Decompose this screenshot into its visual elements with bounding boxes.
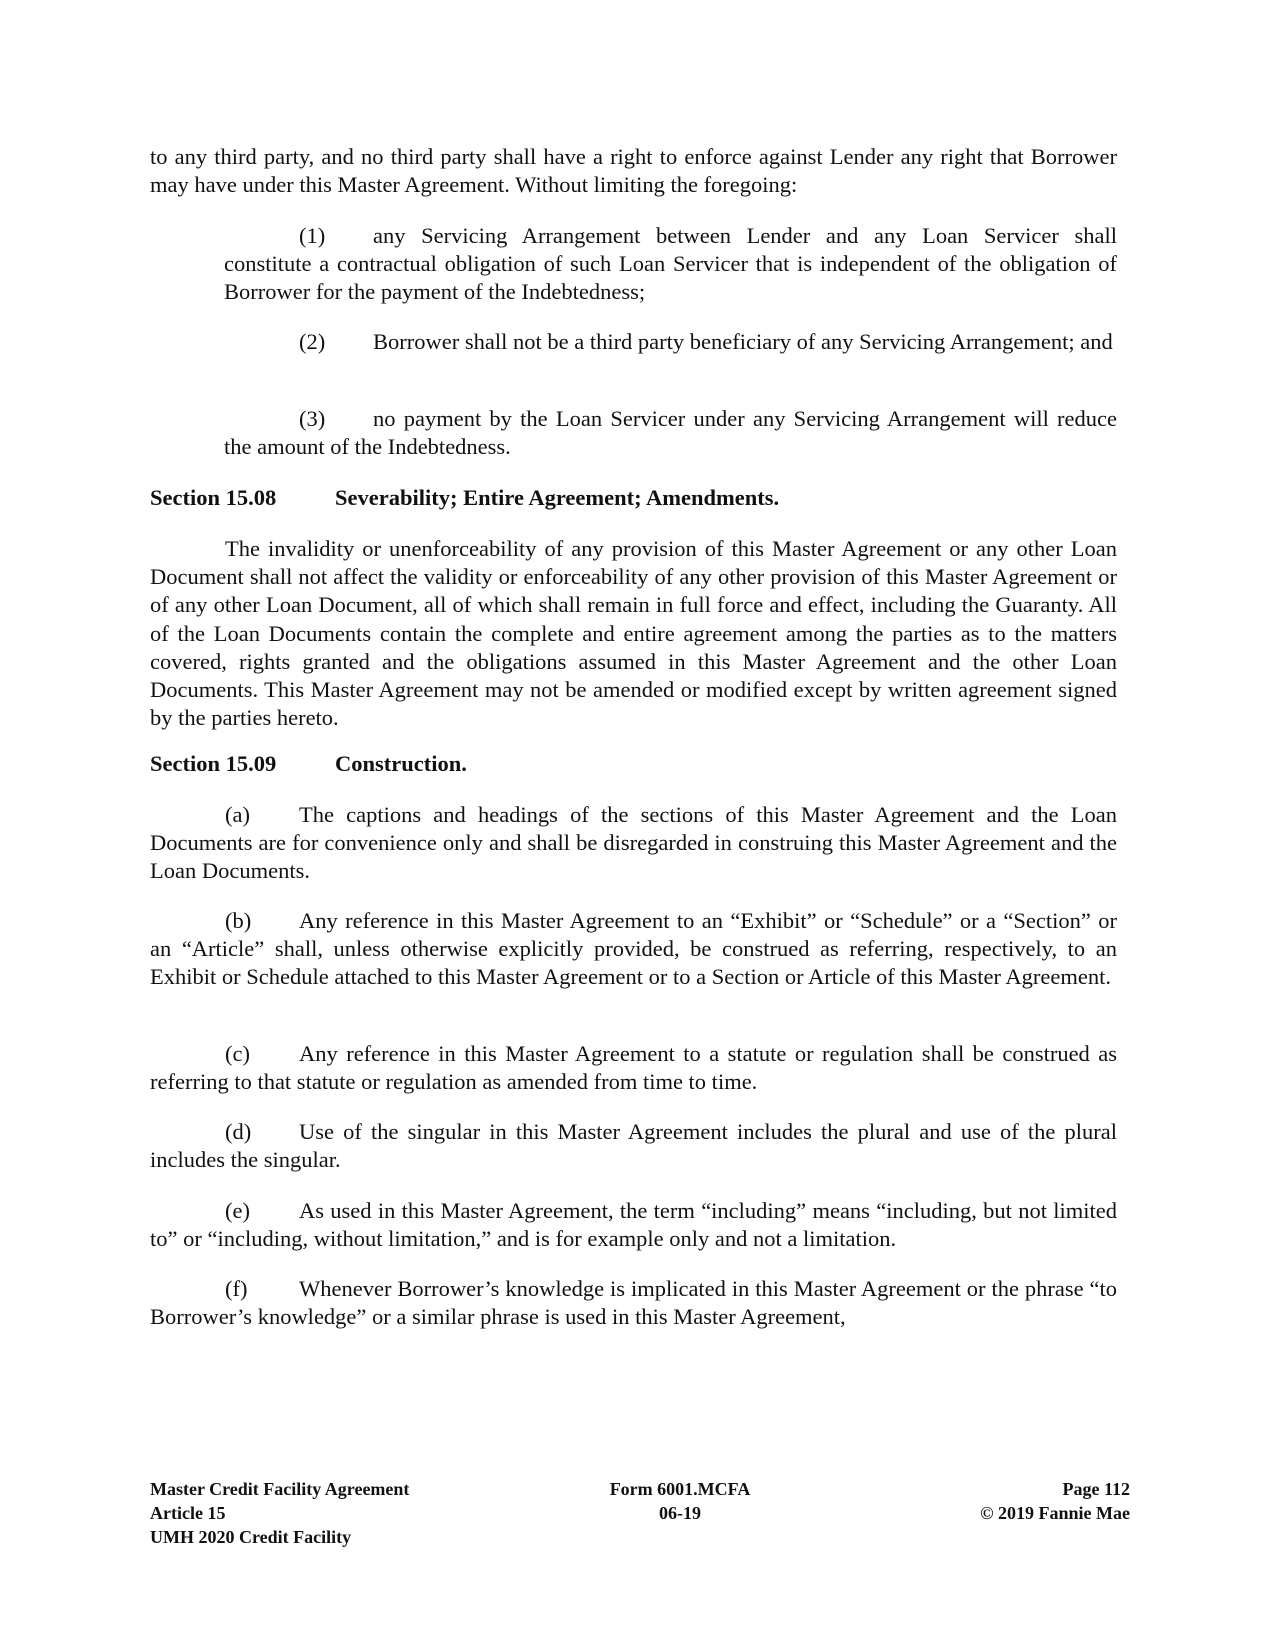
footer-form-date: 06-19	[659, 1503, 701, 1523]
clause-text: The captions and headings of the sections of this Master Agreement and the Loan Documents are for convenience only and shall be disregarded in construing this Master Agreement and the Loan Documents.	[150, 802, 1117, 884]
section-title: Construction.	[335, 751, 467, 776]
list-item-number: (3)	[299, 406, 326, 431]
list-item-number: (1)	[299, 223, 326, 248]
footer-facility-name: UMH 2020 Credit Facility	[150, 1527, 352, 1547]
clause-number: (c)	[225, 1041, 250, 1066]
clause-e	[150, 1197, 1117, 1253]
footer-article: Article 15	[150, 1503, 226, 1523]
footer-page-number: Page 112	[1062, 1479, 1130, 1499]
clause-text: Use of the singular in this Master Agreement includes the plural and use of the plural includes the singular.	[150, 1119, 1117, 1173]
list-item-text: no payment by the Loan Servicer under any Servicing Arrangement will reduce the amount of the Indebtedness.	[224, 406, 1117, 460]
list-item-text: Borrower shall not be a third party beneficiary of any Servicing Arrangement; and	[373, 329, 1113, 354]
clause-number: (d)	[225, 1119, 252, 1144]
list-item-2	[224, 328, 1117, 356]
clause-number: (a)	[225, 802, 250, 827]
footer-form-number: Form 6001.MCFA	[609, 1479, 751, 1499]
clause-number: (f)	[225, 1276, 248, 1301]
section-15-08-paragraph: The invalidity or unenforceability of any provision of this Master Agreement or any other Loan Document shall not affect the validity or enforceability of any other provision of this Master Agreement or of any other Loan Document, all of which shall remain in full force and effect, including the Guaranty. All of the Loan Documents contain the complete and entire agreement among the parties as to the matters covered, rights granted and the obligations assumed in this Master Agreement and the other Loan Documents. This Master Agreement may not be amended or modified except by written agreement signed by the parties hereto.	[150, 536, 1117, 731]
section-heading-15-08	[150, 484, 779, 512]
clause-b	[150, 907, 1117, 992]
clause-d	[150, 1118, 1117, 1174]
list-item-text: any Servicing Arrangement between Lender and any Loan Servicer shall constitute a contractual obligation of such Loan Servicer that is independent of the obligation of Borrower for the payment of the Indebtedness;	[224, 223, 1117, 305]
intro-paragraph: to any third party, and no third party shall have a right to enforce against Lender any right that Borrower may have under this Master Agreement. Without limiting the foregoing:	[150, 144, 1117, 198]
clause-f	[150, 1275, 1117, 1331]
footer-left	[150, 1477, 409, 1549]
clause-c	[150, 1040, 1117, 1096]
footer-right	[980, 1477, 1130, 1525]
clause-text: Any reference in this Master Agreement to an “Exhibit” or “Schedule” or a “Section” or an “Article” shall, unless otherwise explicitly provided, be construed as referring, respectively, to an Exhibit or Schedule attached to this Master Agreement or to a Section or Article of this Master Agreement.	[150, 908, 1117, 990]
clause-text: Any reference in this Master Agreement to a statute or regulation shall be construed as referring to that statute or regulation as amended from time to time.	[150, 1041, 1117, 1095]
section-title: Severability; Entire Agreement; Amendments.	[335, 485, 780, 510]
list-item-3	[224, 405, 1117, 461]
clause-text: As used in this Master Agreement, the term “including” means “including, but not limited to” or “including, without limitation,” and is for example only and not a limitation.	[150, 1198, 1117, 1252]
list-item-1	[224, 222, 1117, 307]
footer-agreement-title: Master Credit Facility Agreement	[150, 1479, 410, 1499]
clause-number: (b)	[225, 908, 252, 933]
footer-copyright: © 2019 Fannie Mae	[980, 1503, 1130, 1523]
clause-a	[150, 801, 1117, 886]
list-item-number: (2)	[299, 329, 326, 354]
clause-number: (e)	[225, 1198, 250, 1223]
section-heading-15-09	[150, 750, 467, 778]
section-number: Section 15.08	[150, 485, 277, 510]
section-number: Section 15.09	[150, 751, 277, 776]
footer-center	[600, 1477, 760, 1525]
clause-text: Whenever Borrower’s knowledge is implicated in this Master Agreement or the phrase “to Borrower’s knowledge” or a similar phrase is used in this Master Agreement,	[150, 1276, 1117, 1330]
